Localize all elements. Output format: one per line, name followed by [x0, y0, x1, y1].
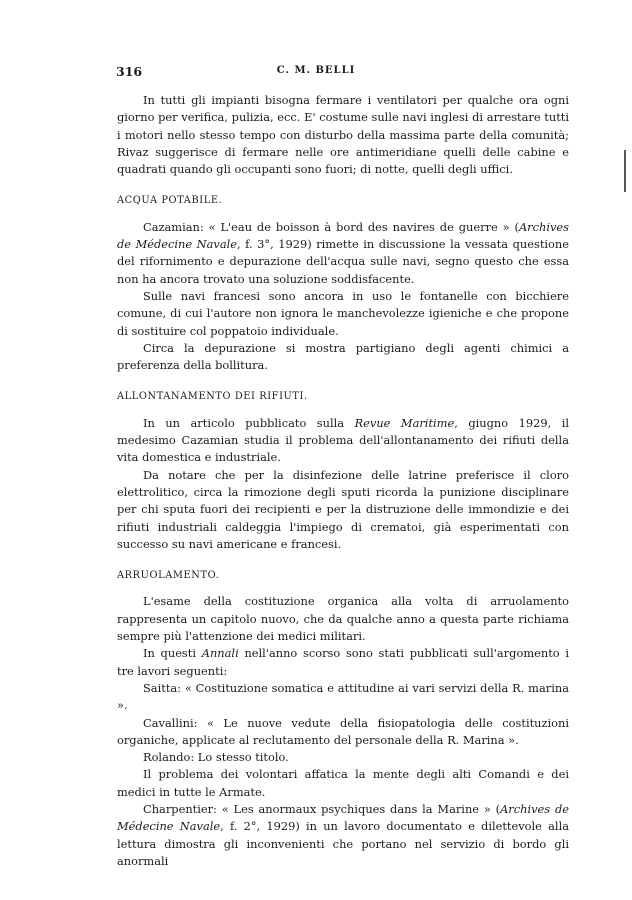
section-heading-acqua: ACQUA POTABILE. [117, 195, 223, 207]
margin-mark [624, 150, 626, 192]
paragraph: Circa la depurazione si mostra partigiano degli agenti chimici a preferenza della bollitura. [117, 340, 569, 373]
paragraph: In questi Annali nell'anno scorso sono stati pubblicati sull'argomento i tre lavori seguenti: [117, 646, 569, 678]
paragraph: In un articolo pubblicato sulla Revue Maritime, giugno 1929, il medesimo Cazamian studia il problema dell'allontanamento dei rifiuti della vita domestica e industriale. [117, 415, 569, 465]
journal-title: Archives de Médecine Navale [117, 801, 569, 834]
paragraph: Cavallini: « Le nuove vedute della fisiopatologia delle costituzioni organiche, applicate al reclutamento del personale della R. Marina ». [117, 715, 569, 747]
paragraph: Saitta: « Costituzione somatica e attitudine ai vari servizi della R. marina ». [117, 680, 569, 713]
journal-title: Annali [201, 646, 239, 661]
body-text [117, 92, 569, 870]
journal-title: Revue Maritime [354, 415, 455, 430]
paragraph: L'esame della costituzione organica alla volta di arruolamento rappresenta un capitolo nuovo, che da qualche anno a questa parte richiama sempre più l'attenzione dei medici militari. [117, 594, 569, 644]
section-heading-allontanamento: ALLONTANAMENTO DEI RIFIUTI. [117, 391, 308, 403]
paragraph: Cazamian: « L'eau de boisson à bord des navires de guerre » (Archives de Médecine Navale, f. 3°, 1929) rimette in discussione la vessata questione del rifornimento e depurazione dell'acqua sulle navi, segno questo che essa non ha ancora trovato una soluzione soddisfacente. [117, 219, 569, 286]
running-title: C. M. BELLI [276, 65, 356, 76]
section-heading-arruolamento: ARRUOLAMENTO. [117, 570, 220, 582]
paragraph: Da notare che per la disinfezione delle latrine preferisce il cloro elettrolitico, circa la rimozione degli sputi ricorda la punizione disciplinare per chi sputa fuori dei recipienti e per la distruzione delle immondizie e dei rifiuti industriali caldeggia l'impiego di crematoi, già esperimentati con successo su navi americane e francesi. [117, 467, 569, 551]
paragraph: Sulle navi francesi sono ancora in uso le fontanelle con bicchiere comune, di cui l'autore non ignora le manchevolezze igieniche e che propone di sostituire col poppatoio individuale. [117, 288, 569, 338]
paragraph: Rolando: Lo stesso titolo. [143, 750, 289, 765]
paragraph: Il problema dei volontari affatica la mente degli alti Comandi e dei medici in tutte le Armate. [117, 767, 569, 799]
journal-title: Archives de Médecine Navale [117, 219, 569, 252]
page-header [0, 64, 632, 82]
paragraph: In tutti gli impianti bisogna fermare i ventilatori per qualche ora ogni giorno per verifica, pulizia, ecc. E' costume sulle navi inglesi di arrestare tutti i motori nello stesso tempo con disturbo della massima parte della comunità; Rivaz suggerisce di fermare nelle ore antimeridiane quelli delle cabine e quadrati quando gli occupanti sono fuori; di notte, quelli degli uffici. [117, 93, 569, 177]
paragraph: Charpentier: « Les anormaux psychiques dans la Marine » (Archives de Médecine Navale, f. 2°, 1929) in un lavoro documentato e dilettevole alla lettura dimostra gli inconvenienti che portano nel servizio di bordo gli anormali [117, 801, 570, 868]
page-number: 316 [116, 64, 143, 79]
